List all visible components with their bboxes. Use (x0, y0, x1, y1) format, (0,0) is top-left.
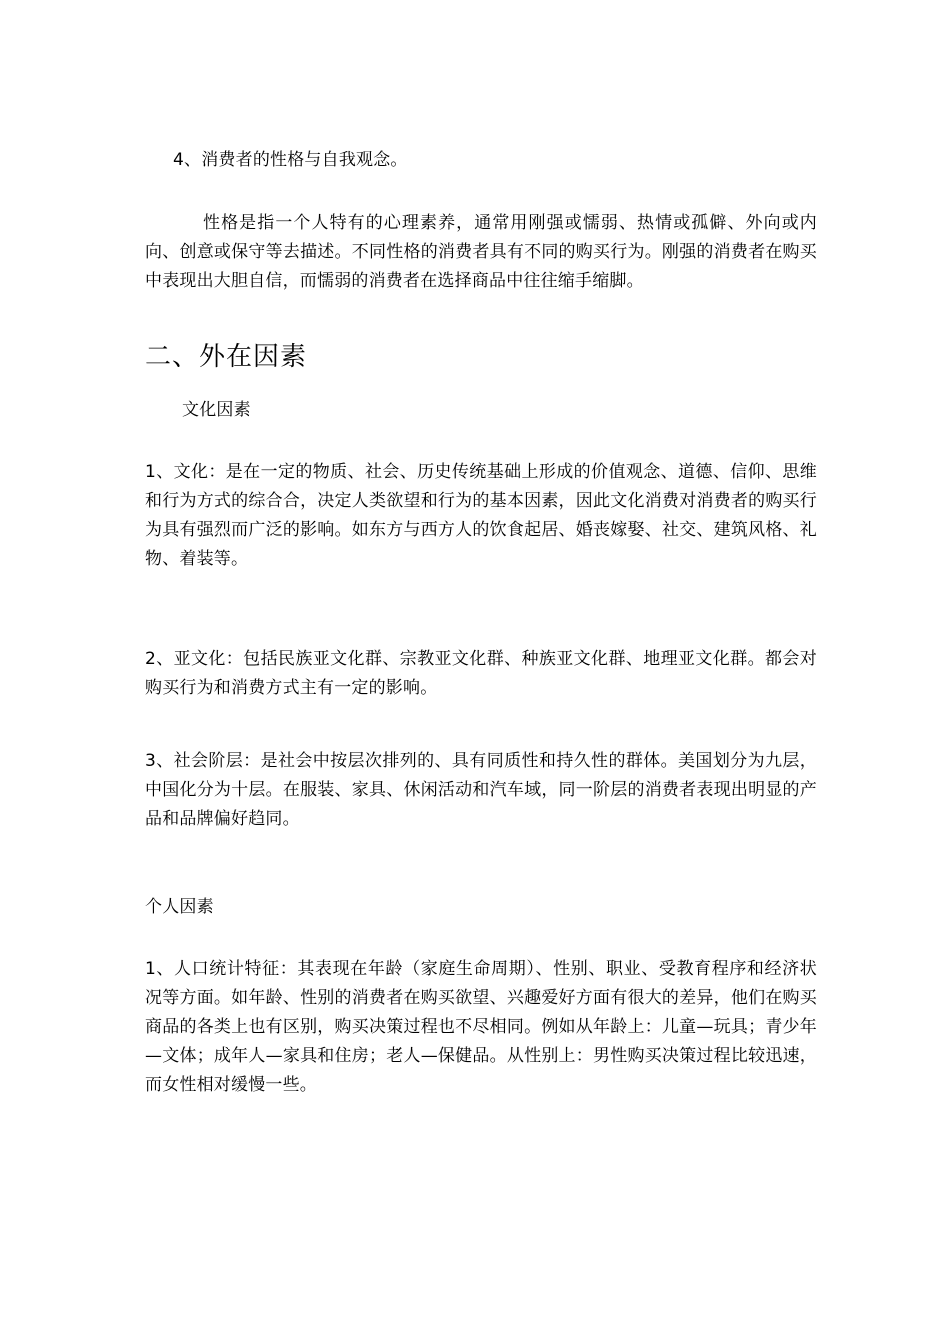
item4-title: 4、消费者的性格与自我观念。 (173, 150, 408, 170)
culture-item-1: 1、文化：是在一定的物质、社会、历史传统基础上形成的价值观念、道德、信仰、思维和行为方式的综合合，决定人类欲望和行为的基本因素，因此文化消费对消费者的购买行为具有强烈而广泛的影响。如东方与西方人的饮食起居、婚丧嫁娶、社交、建筑风格、礼物、着装等。 (145, 462, 817, 569)
culture-item-2: 2、亚文化：包括民族亚文化群、宗教亚文化群、种族亚文化群、地理亚文化群。都会对购买行为和消费方式主有一定的影响。 (145, 649, 817, 698)
culture-item-3: 3、社会阶层：是社会中按层次排列的、具有同质性和持久性的群体。美国划分为九层，中国化分为十层。在服装、家具、休闲活动和汽车域，同一阶层的消费者表现出明显的产品和品牌偏好趋同。 (145, 751, 817, 829)
personal-item-1: 1、人口统计特征：其表现在年龄（家庭生命周期）、性别、职业、受教育程序和经济状况等方面。如年龄、性别的消费者在购买欲望、兴趣爱好方面有很大的差异，他们在购买商品的各类上也有区别，购买决策过程也不尽相同。例如从年龄上：儿童—玩具；青少年—文体；成年人—家具和住房；老人—保健品。从性别上：男性购买决策过程比较迅速，而女性相对缓慢一些。 (145, 959, 817, 1095)
section2-heading: 二、外在因素 (145, 342, 308, 372)
culture-subheading: 文化因素 (182, 400, 251, 420)
item4-body: 性格是指一个人特有的心理素养，通常用刚强或懦弱、热情或孤僻、外向或内向、创意或保守等去描述。不同性格的消费者具有不同的购买行为。刚强的消费者在购买中表现出大胆自信，而懦弱的消费者在选择商品中往往缩手缩脚。 (145, 213, 817, 291)
personal-subheading: 个人因素 (145, 897, 214, 917)
